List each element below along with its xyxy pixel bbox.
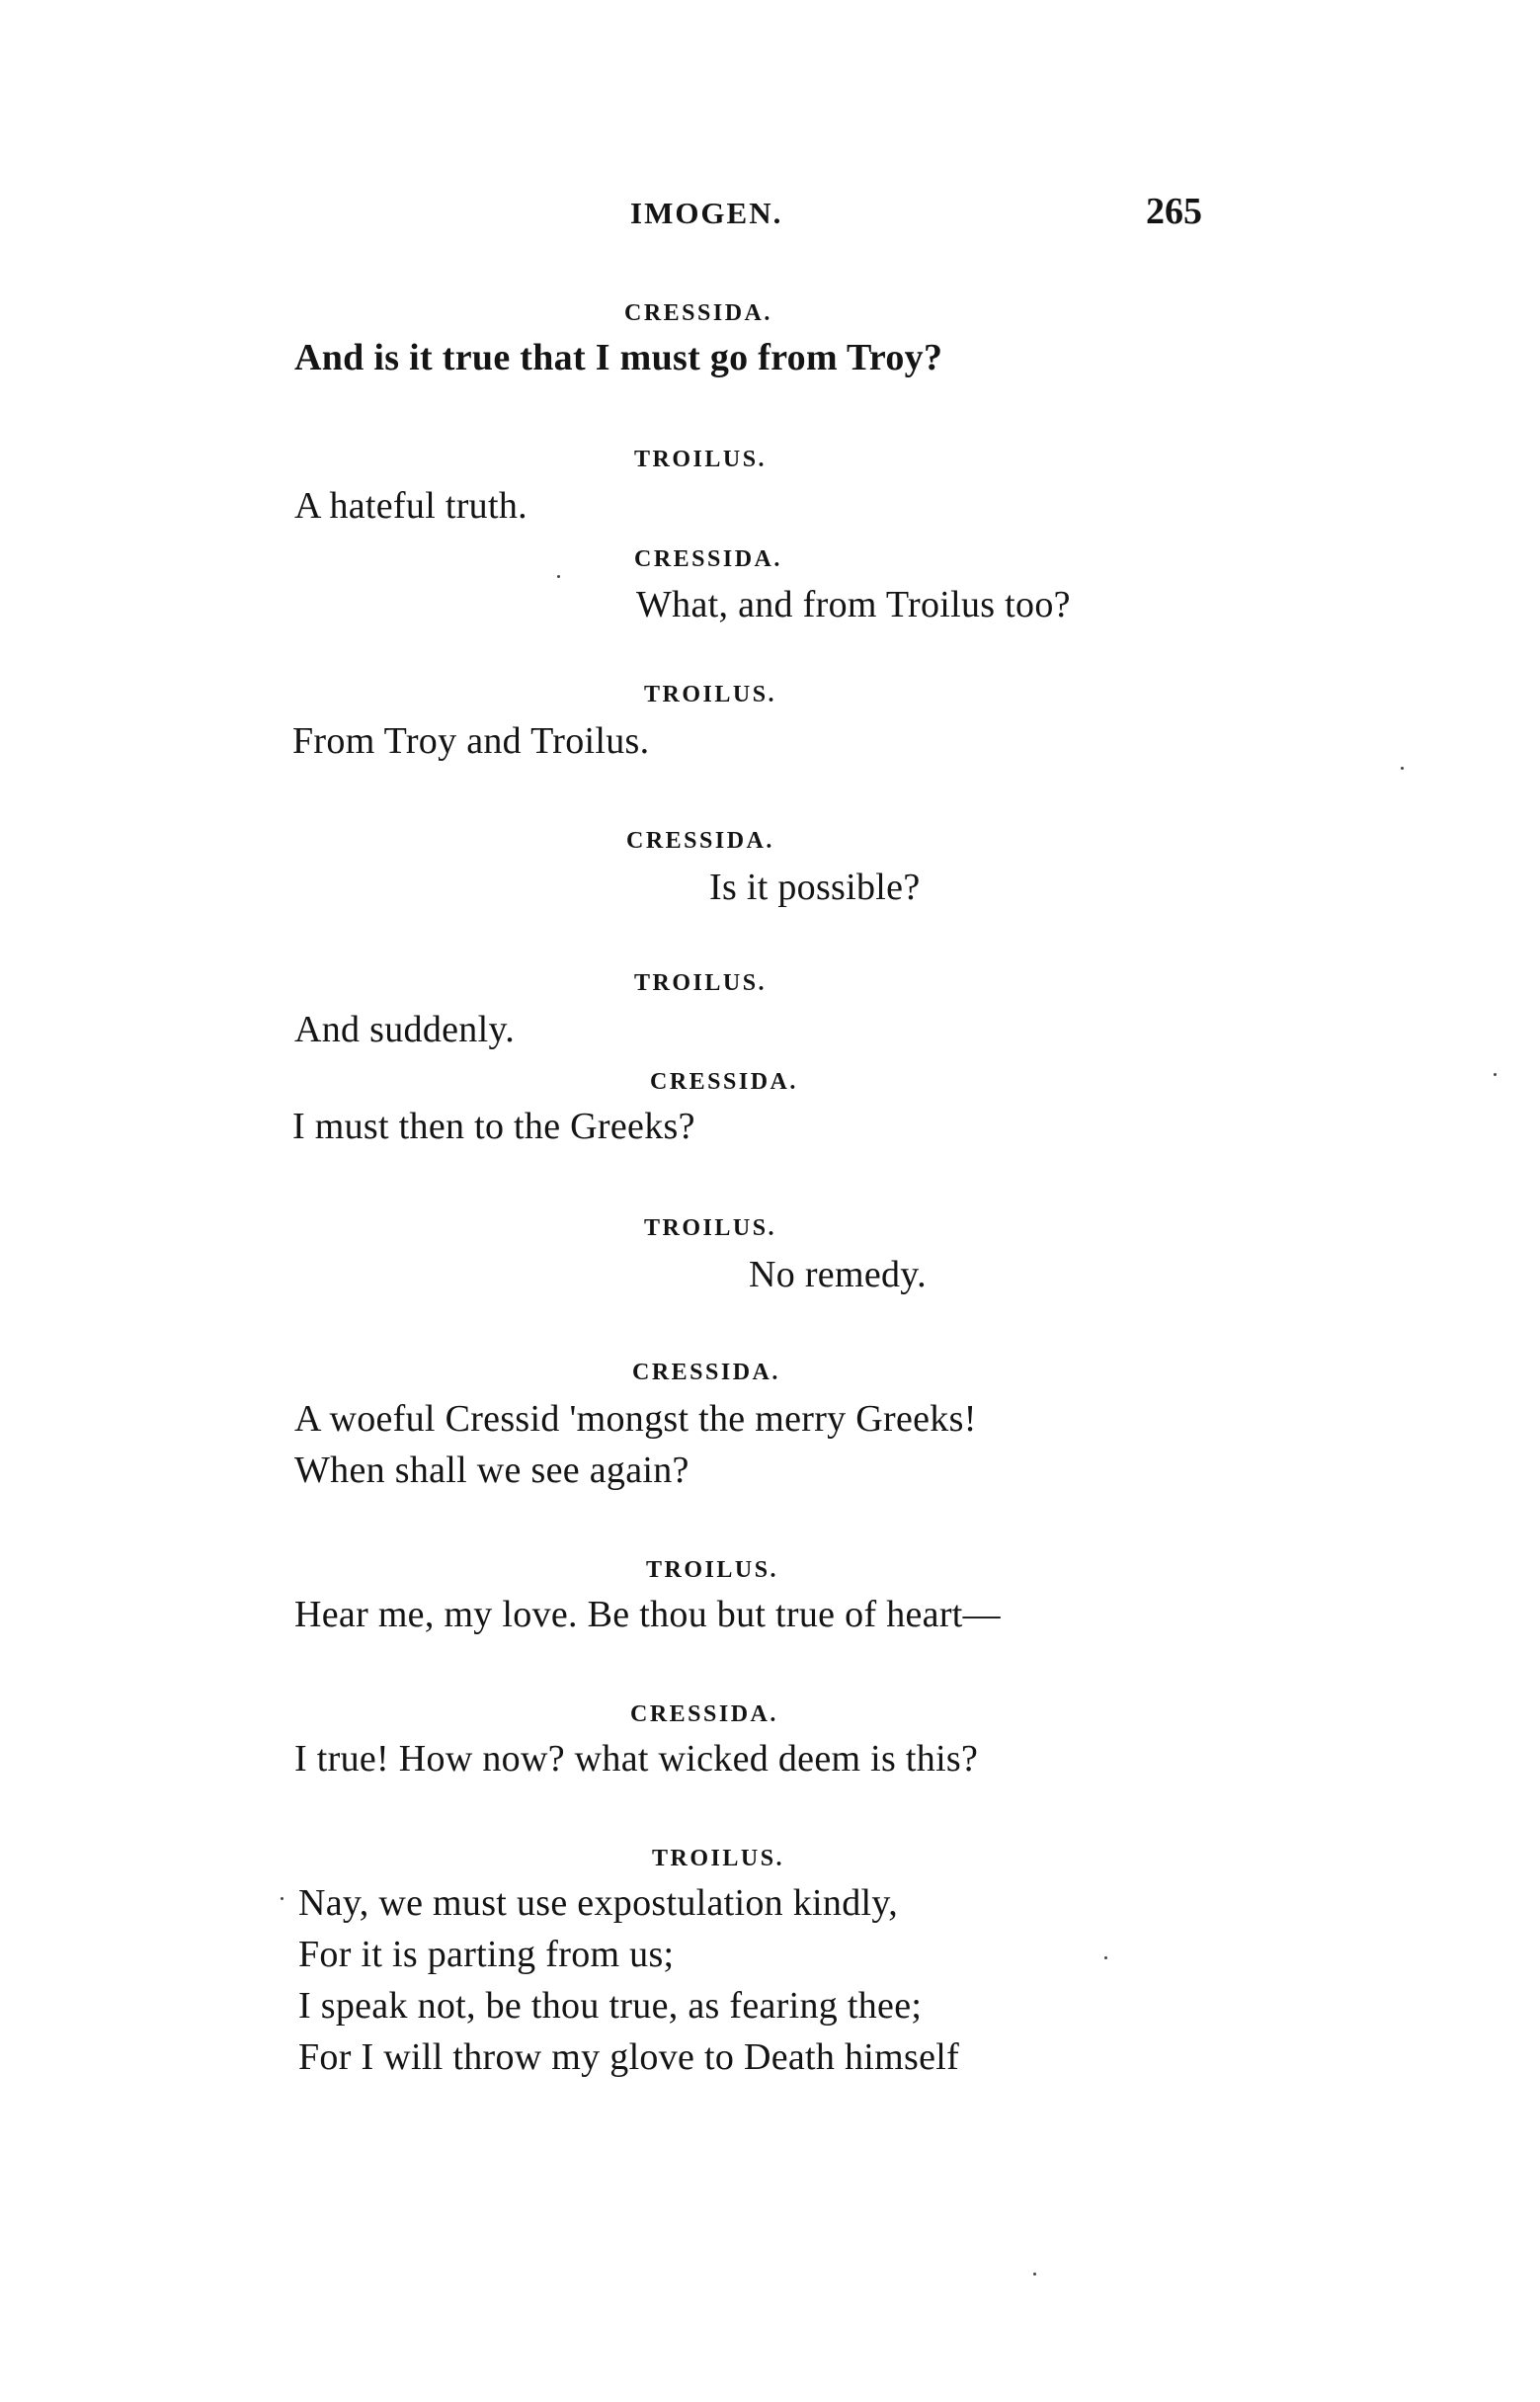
dialogue-line: I must then to the Greeks? <box>292 1106 695 1147</box>
running-title: IMOGEN. <box>630 196 783 230</box>
scan-speck <box>1033 2273 1036 2276</box>
speaker-label: CRESSIDA. <box>650 1069 798 1095</box>
dialogue-line: When shall we see again? <box>294 1449 689 1491</box>
dialogue-line: I speak not, be thou true, as fearing thee; <box>298 1985 923 2027</box>
scan-speck <box>1401 767 1404 770</box>
dialogue-line: A hateful truth. <box>294 485 527 527</box>
page-header <box>0 190 1540 239</box>
dialogue-line: Is it possible? <box>709 867 921 908</box>
speaker-label: TROILUS. <box>646 1557 779 1583</box>
scan-speck <box>1494 1073 1497 1076</box>
dialogue-line: And suddenly. <box>294 1009 516 1050</box>
dialogue-line: What, and from Troilus too? <box>636 584 1071 625</box>
speaker-label: TROILUS. <box>644 682 777 707</box>
dialogue-line: Hear me, my love. Be thou but true of heart— <box>294 1594 1001 1635</box>
speaker-label: TROILUS. <box>644 1215 777 1241</box>
dialogue-line: A woeful Cressid 'mongst the merry Greeks! <box>294 1398 977 1440</box>
speaker-label: CRESSIDA. <box>632 1360 780 1385</box>
speaker-label: CRESSIDA. <box>634 546 782 572</box>
dialogue-line: I true! How now? what wicked deem is this? <box>294 1738 979 1780</box>
dialogue-line: Nay, we must use expostulation kindly, <box>298 1882 899 1924</box>
speaker-label: TROILUS. <box>652 1846 785 1871</box>
dialogue-line: And is it true that I must go from Troy? <box>294 337 943 378</box>
scan-speck <box>557 575 560 578</box>
dialogue-line: No remedy. <box>749 1254 927 1295</box>
dialogue-line: For it is parting from us; <box>298 1934 675 1975</box>
speaker-label: CRESSIDA. <box>624 300 772 326</box>
speaker-label: TROILUS. <box>634 970 768 996</box>
dialogue-line: For I will throw my glove to Death himself <box>298 2036 960 2078</box>
speaker-label: CRESSIDA. <box>626 828 774 854</box>
scan-speck <box>281 1897 284 1900</box>
speaker-label: CRESSIDA. <box>630 1701 778 1727</box>
page-number: 265 <box>1146 191 1202 232</box>
speaker-label: TROILUS. <box>634 447 768 472</box>
dialogue-line: From Troy and Troilus. <box>292 720 650 762</box>
scan-speck <box>1104 1956 1107 1959</box>
